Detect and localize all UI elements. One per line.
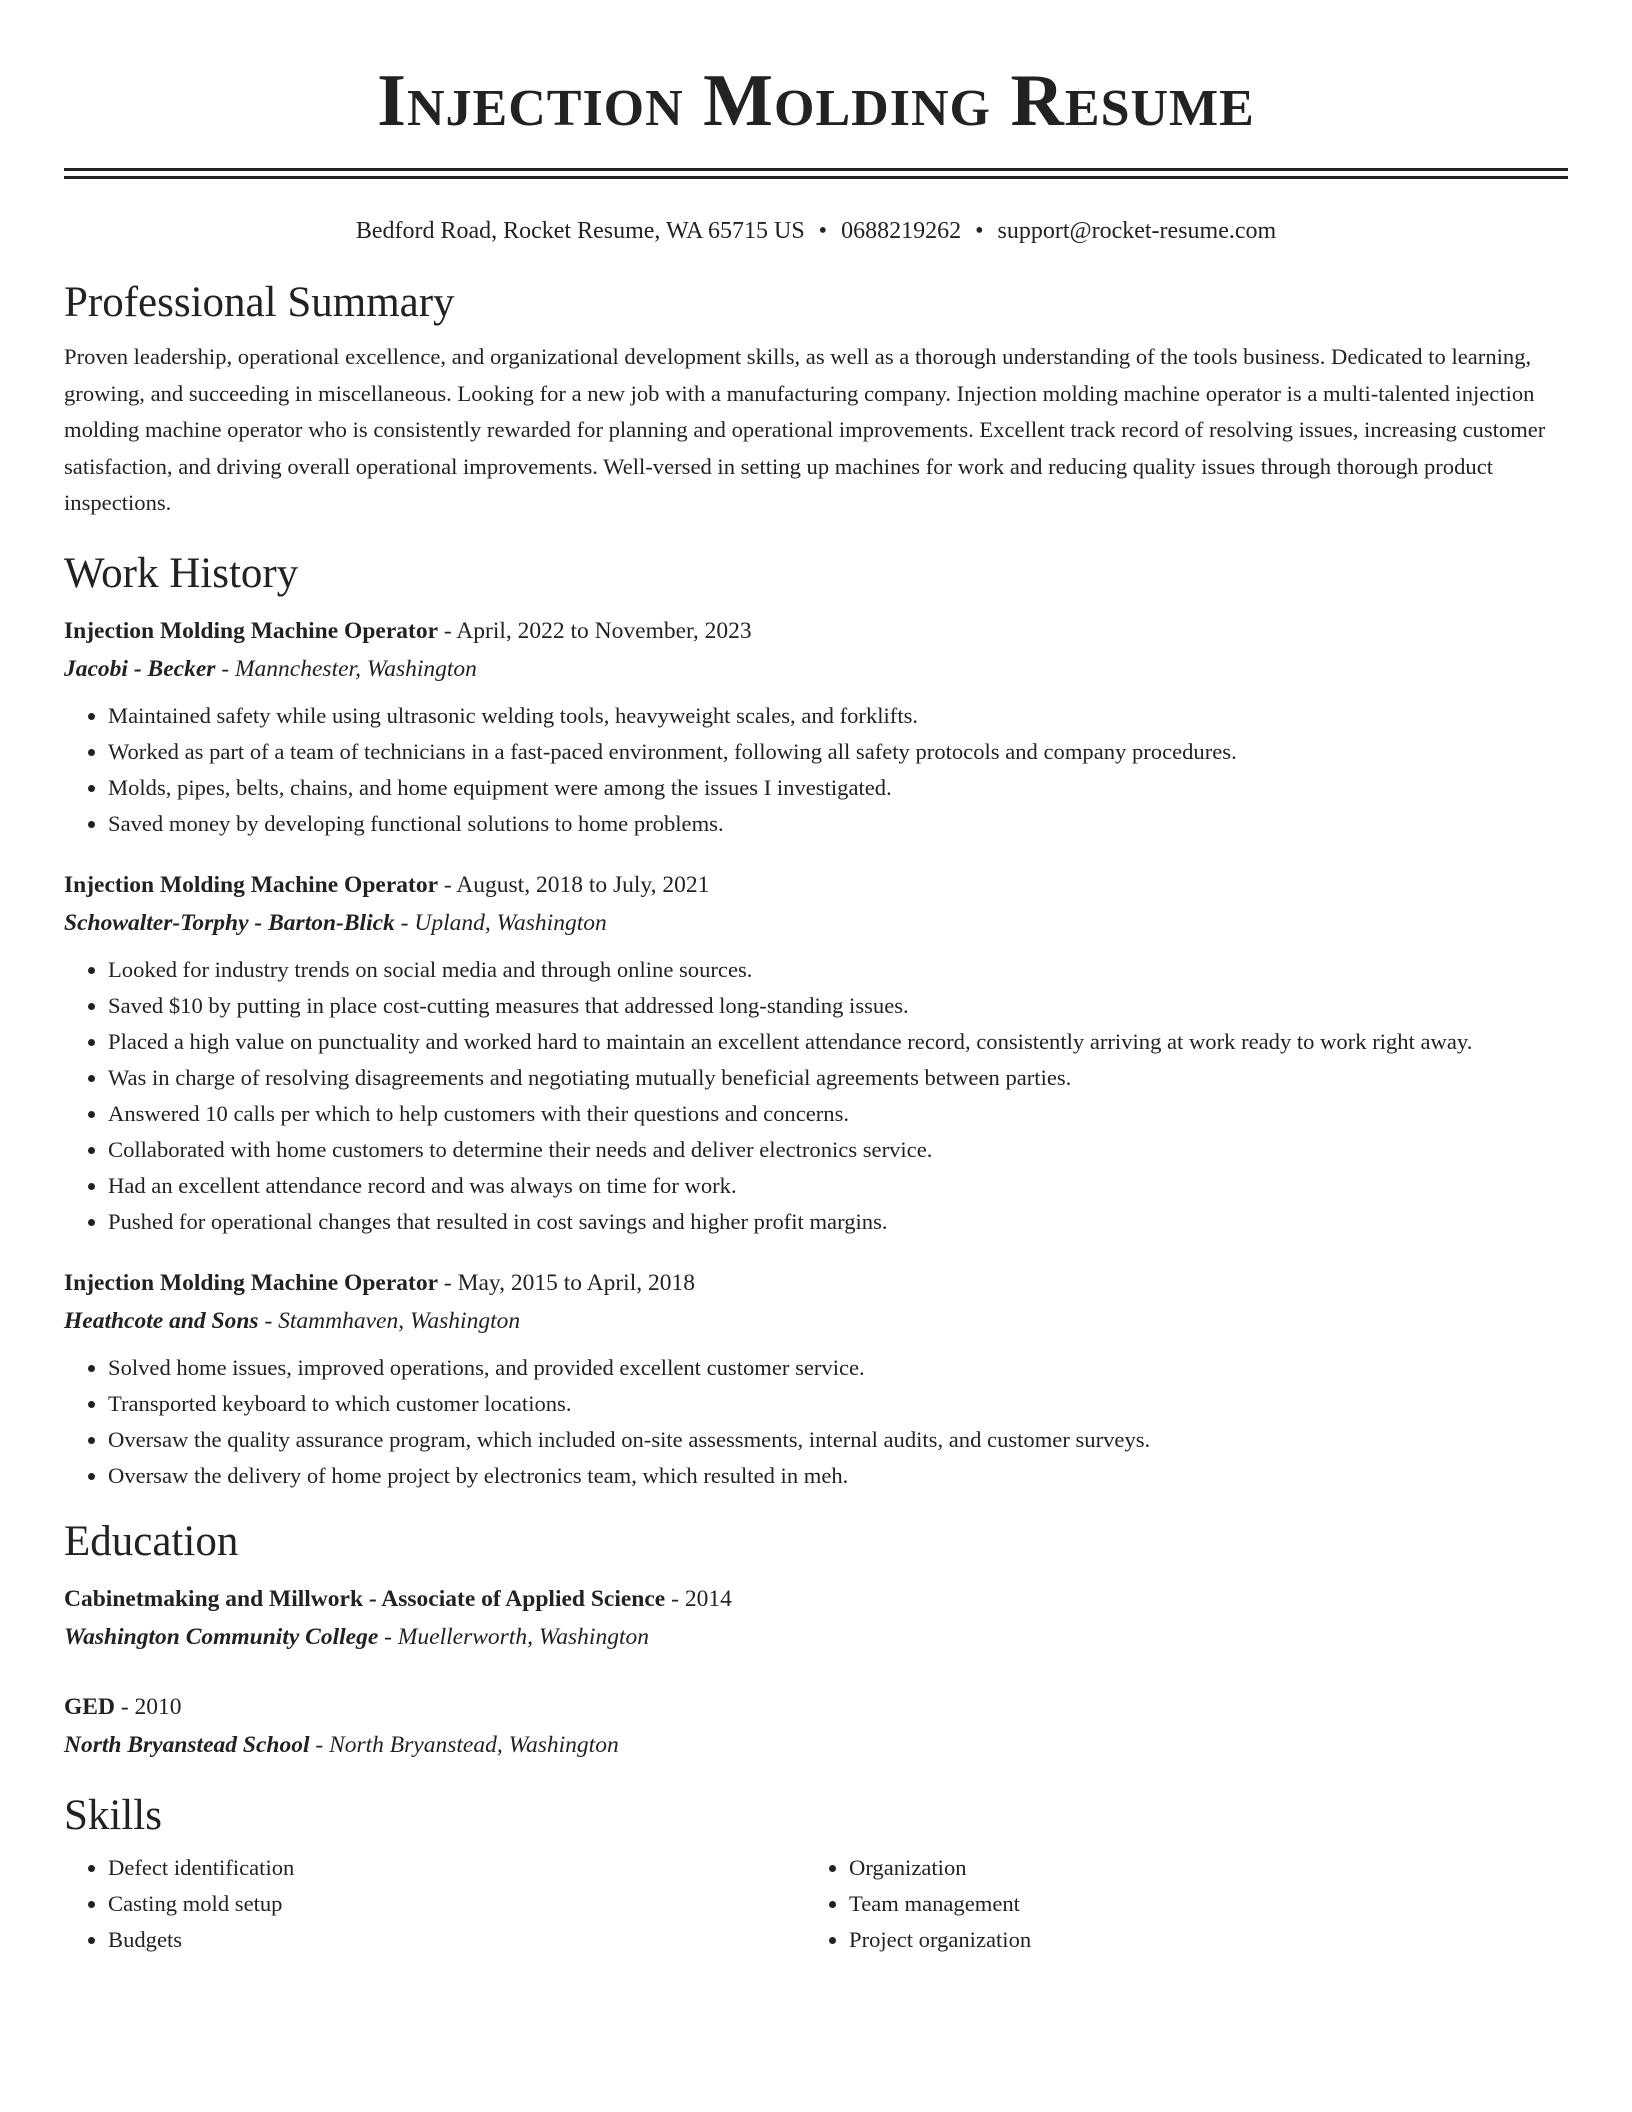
contact-line: [64, 215, 1568, 247]
job-company-line: [64, 904, 1568, 942]
job-bullet: • Maintained safety while using ultrasonic welding tools, heavyweight scales, and forklifts.: [108, 698, 1568, 734]
education-degree: GED: [64, 1693, 115, 1720]
job-bullet: • Collaborated with home customers to determine their needs and deliver electronics service.: [108, 1132, 1568, 1168]
skills-section: [64, 1790, 1568, 1958]
job-dates: - April, 2022 to November, 2023: [438, 617, 752, 644]
job-entry: [64, 612, 1568, 842]
skill-item: • Organization: [849, 1850, 1546, 1886]
job-bullet: • Had an excellent attendance record and was always on time for work.: [108, 1168, 1568, 1204]
education-degree-line: [64, 1580, 1568, 1618]
skill-item: • Casting mold setup: [108, 1886, 805, 1922]
skill-item: • Project organization: [849, 1922, 1546, 1958]
job-location: - Stammhaven, Washington: [258, 1307, 521, 1334]
job-bullet: • Worked as part of a team of technicians in a fast-paced environment, following all safety protocols and company procedures.: [108, 734, 1568, 770]
job-bullet: • Transported keyboard to which customer locations.: [108, 1386, 1568, 1422]
job-role: Injection Molding Machine Operator: [64, 871, 439, 898]
education-entry: [64, 1580, 1568, 1656]
job-bullet: • Saved money by developing functional solutions to home problems.: [108, 806, 1568, 842]
job-company: Schowalter-Torphy - Barton-Blick: [64, 909, 395, 936]
summary-section: [64, 277, 1568, 522]
education-school: North Bryanstead School: [64, 1731, 310, 1758]
job-bullet: • Placed a high value on punctuality and worked hard to maintain an excellent attendance record, consistently arriving at work ready to work right away.: [108, 1024, 1568, 1060]
education-school-line: [64, 1726, 1568, 1764]
job-title-line: [64, 612, 1568, 650]
contact-separator: •: [975, 218, 984, 244]
job-role: Injection Molding Machine Operator: [64, 617, 439, 644]
job-bullets: [64, 698, 1568, 842]
education-section: [64, 1516, 1568, 1764]
job-entry: [64, 1264, 1568, 1494]
title-double-rule: [64, 168, 1568, 179]
section-heading-work-history: Work History: [64, 549, 299, 597]
job-company-line: [64, 1302, 1568, 1340]
job-bullet: • Answered 10 calls per which to help customers with their questions and concerns.: [108, 1096, 1568, 1132]
job-bullet: • Molds, pipes, belts, chains, and home equipment were among the issues I investigated.: [108, 770, 1568, 806]
job-bullet: • Saved $10 by putting in place cost-cutting measures that addressed long-standing issues.: [108, 988, 1568, 1024]
rule-line-bottom: [64, 176, 1568, 179]
job-company: Heathcote and Sons: [64, 1307, 259, 1334]
education-school: Washington Community College: [64, 1623, 379, 1650]
job-dates: - August, 2018 to July, 2021: [438, 871, 710, 898]
skill-item: • Defect identification: [108, 1850, 805, 1886]
job-company: Jacobi - Becker: [64, 655, 216, 682]
job-bullets: [64, 1350, 1568, 1494]
job-bullet: • Looked for industry trends on social media and through online sources.: [108, 952, 1568, 988]
job-bullets: [64, 952, 1568, 1240]
skill-item: • Budgets: [108, 1922, 805, 1958]
job-location: - Mannchester, Washington: [215, 655, 477, 682]
section-heading-summary: Professional Summary: [64, 279, 455, 326]
job-location: - Upland, Washington: [394, 909, 607, 936]
education-entry: [64, 1688, 1568, 1764]
job-bullet: • Solved home issues, improved operations, and provided excellent customer service.: [108, 1350, 1568, 1386]
work-history-section: [64, 548, 1568, 1494]
section-heading-skills: Skills: [64, 1791, 162, 1839]
skill-item: • Team management: [849, 1886, 1546, 1922]
job-bullet: • Oversaw the delivery of home project by electronics team, which resulted in meh.: [108, 1458, 1568, 1494]
education-location: - North Bryanstead, Washington: [309, 1731, 619, 1758]
education-location: - Muellerworth, Washington: [378, 1623, 649, 1650]
resume-title: Injection Molding Resume: [377, 60, 1255, 142]
contact-separator: •: [818, 218, 828, 244]
job-dates: - May, 2015 to April, 2018: [438, 1269, 695, 1296]
skills-list-right: [805, 1850, 1546, 1958]
education-degree: Cabinetmaking and Millwork - Associate of Applied Science: [64, 1585, 666, 1612]
job-title-line: [64, 1264, 1568, 1302]
skills-list-left: [64, 1850, 805, 1958]
job-bullet: • Pushed for operational changes that resulted in cost savings and higher profit margins.: [108, 1204, 1568, 1240]
contact-email: support@rocket-resume.com: [997, 218, 1277, 244]
job-bullet: • Oversaw the quality assurance program, which included on-site assessments, internal audits, and customer surveys.: [108, 1422, 1568, 1458]
contact-phone: 0688219262: [841, 218, 962, 244]
job-entry: [64, 866, 1568, 1240]
education-year: - 2014: [665, 1585, 732, 1612]
education-school-line: [64, 1618, 1568, 1656]
job-role: Injection Molding Machine Operator: [64, 1269, 439, 1296]
job-bullet: • Was in charge of resolving disagreements and negotiating mutually beneficial agreements between parties.: [108, 1060, 1568, 1096]
job-company-line: [64, 650, 1568, 688]
education-year: - 2010: [114, 1693, 182, 1720]
job-title-line: [64, 866, 1568, 904]
contact-address: Bedford Road, Rocket Resume, WA 65715 US: [355, 218, 805, 244]
skills-columns: [64, 1850, 1568, 1958]
education-degree-line: [64, 1688, 1568, 1726]
summary-text: Proven leadership, operational excellence, and organizational development skills, as well as a thorough understanding of the tools business. Dedicated to learning, growing, and succeeding in miscellaneous. Looking for a new job with a manufacturing company. Injection molding machine operator is a multi-talented injection molding machine operator who is consistently rewarded for planning and operational improvements. Excellent track record of resolving issues, increasing customer satisfaction, and driving overall operational improvements. Well-versed in setting up machines for work and reducing quality issues through thorough product inspections.: [64, 344, 1546, 515]
section-heading-education: Education: [64, 1517, 239, 1565]
